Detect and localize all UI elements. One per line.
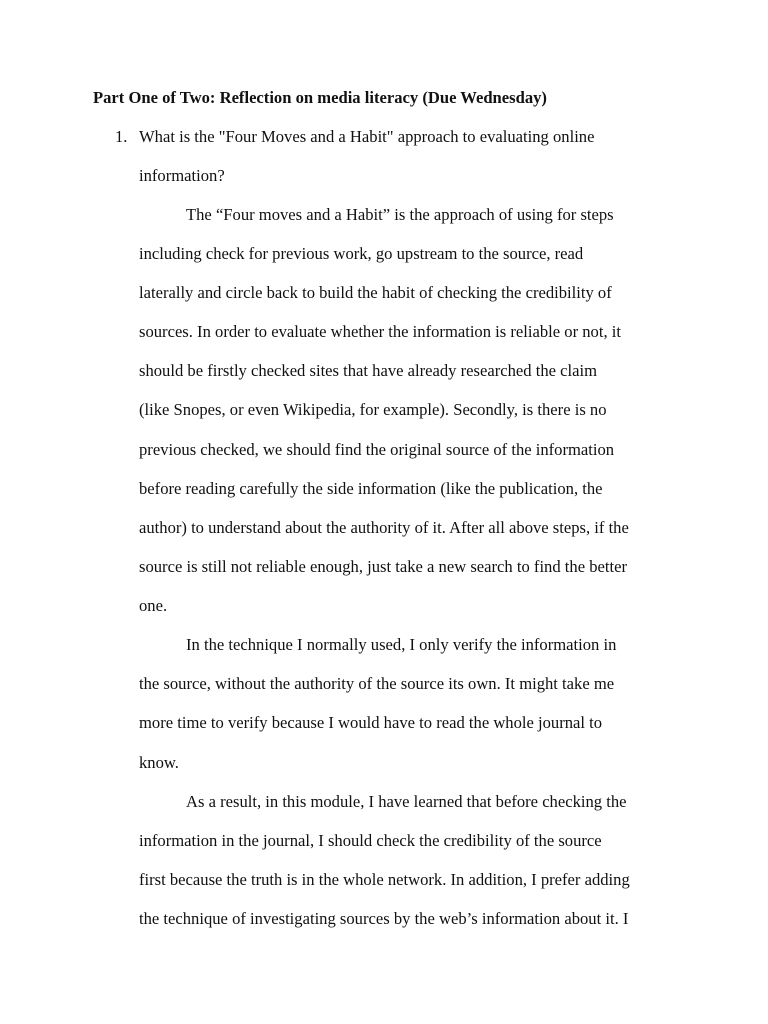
paragraph-line: laterally and circle back to build the habit of checking the credibility of <box>139 283 612 302</box>
paragraph-line: including check for previous work, go upstream to the source, read <box>139 244 584 263</box>
paragraph-line: The “Four moves and a Habit” is the approach of using for steps <box>186 205 614 224</box>
paragraph-line: first because the truth is in the whole network. In addition, I prefer adding <box>139 870 630 889</box>
question-line: What is the "Four Moves and a Habit" approach to evaluating online <box>139 127 595 146</box>
paragraph-line: before reading carefully the side information (like the publication, the <box>139 479 603 498</box>
section-heading: Part One of Two: Reflection on media literacy (Due Wednesday) <box>93 88 547 107</box>
paragraph-line: more time to verify because I would have to read the whole journal to <box>139 713 603 732</box>
paragraph-line: As a result, in this module, I have learned that before checking the <box>186 792 627 811</box>
question-line: information? <box>139 166 225 185</box>
paragraph-line: source is still not reliable enough, just take a new search to find the better <box>139 557 627 576</box>
paragraph-line: the technique of investigating sources by the web’s information about it. I <box>139 909 629 928</box>
paragraph-line: previous checked, we should find the original source of the information <box>139 440 615 459</box>
paragraph-line: the source, without the authority of the source its own. It might take me <box>139 674 615 693</box>
paragraph-line: one. <box>139 596 168 615</box>
paragraph-line: sources. In order to evaluate whether the information is reliable or not, it <box>139 322 621 341</box>
paragraph-line: information in the journal, I should check the credibility of the source <box>139 831 602 850</box>
paragraph-line: author) to understand about the authority of it. After all above steps, if the <box>139 518 629 537</box>
paragraph-line: (like Snopes, or even Wikipedia, for example). Secondly, is there is no <box>139 400 607 419</box>
paragraph-line: know. <box>139 753 179 772</box>
question-number: 1. <box>115 127 128 146</box>
paragraph-line: In the technique I normally used, I only verify the information in <box>186 635 617 654</box>
paragraph-line: should be firstly checked sites that have already researched the claim <box>139 361 597 380</box>
